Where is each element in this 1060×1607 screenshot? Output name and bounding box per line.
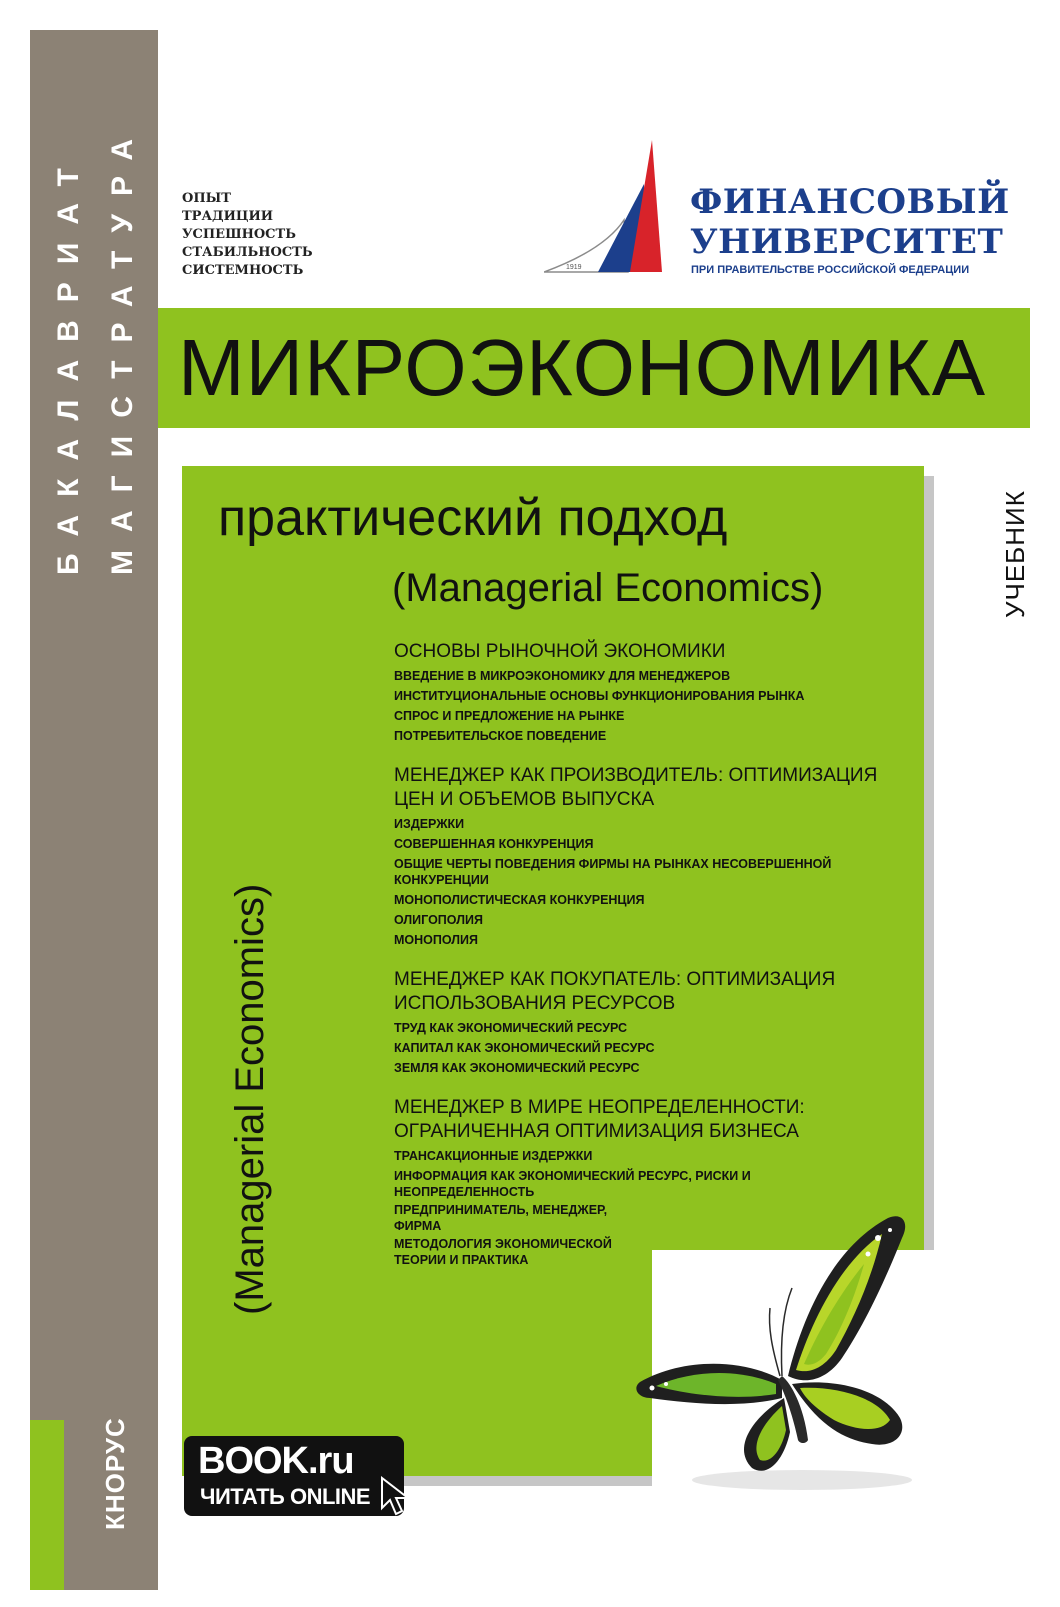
toc-item: ПРЕДПРИНИМАТЕЛЬ, МЕНЕДЖЕР, ФИРМА	[394, 1203, 608, 1233]
university-name	[690, 182, 1010, 262]
university-name-line2: УНИВЕРСИТЕТ	[690, 222, 1004, 262]
motto-item: СИСТЕМНОСТЬ	[182, 263, 304, 278]
motto-item: СТАБИЛЬНОСТЬ	[182, 245, 313, 260]
toc-section-items	[394, 814, 914, 950]
toc-section-title: ОСНОВЫ РЫНОЧНОЙ ЭКОНОМИКИ	[394, 641, 726, 662]
toc-item: МОНОПОЛИСТИЧЕСКАЯ КОНКУРЕНЦИЯ	[394, 893, 645, 907]
motto-item: ОПЫТ	[182, 191, 231, 206]
toc-section	[394, 764, 914, 950]
toc-item: ОБЩИЕ ЧЕРТЫ ПОВЕДЕНИЯ ФИРМЫ НА РЫНКАХ НЕСОВЕРШЕННОЙ КОНКУРЕНЦИИ	[394, 857, 832, 887]
spine-accent	[30, 1420, 64, 1590]
publisher-name: КНОРУС	[100, 1417, 130, 1530]
university-subtitle: ПРИ ПРАВИТЕЛЬСТВЕ РОССИЙСКОЙ ФЕДЕРАЦИИ	[691, 264, 970, 276]
toc-item: ВВЕДЕНИЕ В МИКРОЭКОНОМИКУ ДЛЯ МЕНЕДЖЕРОВ	[394, 669, 731, 683]
cursor-icon	[380, 1476, 416, 1516]
toc-item: ПОТРЕБИТЕЛЬСКОЕ ПОВЕДЕНИЕ	[394, 729, 607, 743]
motto-item: ТРАДИЦИИ	[182, 209, 274, 224]
butterfly-icon	[632, 1208, 952, 1498]
toc-item: ТРУД КАК ЭКОНОМИЧЕСКИЙ РЕСУРС	[394, 1021, 628, 1035]
toc-section-items	[394, 1146, 751, 1268]
university-logo-icon	[544, 140, 684, 276]
toc-item: ИНФОРМАЦИЯ КАК ЭКОНОМИЧЕСКИЙ РЕСУРС, РИСКИ И НЕОПРЕДЕЛЕННОСТЬ	[394, 1169, 751, 1199]
spine-text-master: МАГИСТРАТУРА	[106, 120, 139, 575]
toc-item: ИЗДЕРЖКИ	[394, 817, 465, 831]
bookru-title: BOOK.ru	[198, 1440, 354, 1482]
university-motto	[182, 190, 313, 280]
toc-section	[394, 968, 914, 1078]
toc-section-title: МЕНЕДЖЕР КАК ПОКУПАТЕЛЬ: ОПТИМИЗАЦИЯ ИСПОЛЬЗОВАНИЯ РЕСУРСОВ	[394, 969, 836, 1014]
spine-text-bachelor: БАКАЛАВРИАТ	[52, 150, 85, 575]
toc-item: ИНСТИТУЦИОНАЛЬНЫЕ ОСНОВЫ ФУНКЦИОНИРОВАНИЯ РЫНКА	[394, 689, 805, 703]
toc-item: ТРАНСАКЦИОННЫЕ ИЗДЕРЖКИ	[394, 1149, 593, 1163]
university-name-line1: ФИНАНСОВЫЙ	[690, 182, 1010, 222]
logo-year: 1919	[566, 264, 582, 271]
toc-item: ЗЕМЛЯ КАК ЭКОНОМИЧЕСКИЙ РЕСУРС	[394, 1061, 640, 1075]
bookru-subtitle: ЧИТАТЬ ONLINE	[200, 1484, 371, 1509]
table-of-contents	[394, 640, 914, 1286]
toc-item: КАПИТАЛ КАК ЭКОНОМИЧЕСКИЙ РЕСУРС	[394, 1041, 655, 1055]
book-title: МИКРОЭКОНОМИКА	[178, 323, 987, 412]
toc-item: ОЛИГОПОЛИЯ	[394, 913, 483, 927]
toc-item: СПРОС И ПРЕДЛОЖЕНИЕ НА РЫНКЕ	[394, 709, 625, 723]
toc-section-title: МЕНЕДЖЕР В МИРЕ НЕОПРЕДЕЛЕННОСТИ: ОГРАНИЧЕННАЯ ОПТИМИЗАЦИЯ БИЗНЕСА	[394, 1097, 805, 1142]
book-subtitle: практический подход	[218, 489, 728, 547]
toc-item: СОВЕРШЕННАЯ КОНКУРЕНЦИЯ	[394, 837, 594, 851]
side-subtitle-english: (Managerial Economics)	[228, 883, 272, 1315]
motto-item: УСПЕШНОСТЬ	[182, 227, 296, 242]
book-subtitle-english: (Managerial Economics)	[392, 566, 824, 610]
toc-section	[394, 640, 914, 746]
toc-section-title: МЕНЕДЖЕР КАК ПРОИЗВОДИТЕЛЬ: ОПТИМИЗАЦИЯ ЦЕН И ОБЪЕМОВ ВЫПУСКА	[394, 765, 878, 810]
toc-item: МЕТОДОЛОГИЯ ЭКОНОМИЧЕСКОЙ ТЕОРИИ И ПРАКТИКА	[394, 1237, 612, 1267]
toc-section-items	[394, 1018, 914, 1078]
toc-item: МОНОПОЛИЯ	[394, 933, 479, 947]
book-type-label: УЧЕБНИК	[1000, 490, 1030, 618]
toc-section-items	[394, 666, 914, 746]
